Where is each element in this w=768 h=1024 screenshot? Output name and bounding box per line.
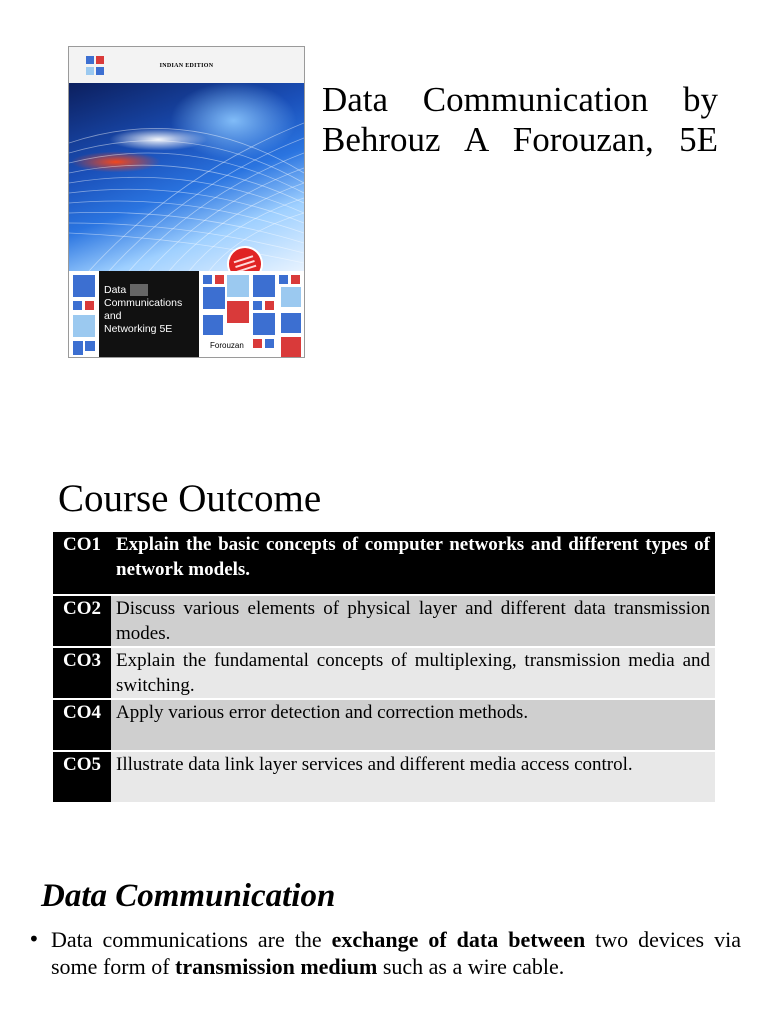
table-row xyxy=(53,751,715,802)
bold-text-run: transmission medium xyxy=(175,954,378,979)
bold-text-run: exchange of data between xyxy=(331,927,586,952)
text-run: Data communications are the xyxy=(51,927,332,952)
bullet-text xyxy=(51,926,741,980)
table-row xyxy=(53,699,715,751)
course-outcome-table xyxy=(53,532,715,802)
co-description: Illustrate data link layer services and different media access control. xyxy=(111,751,715,802)
cover-artwork xyxy=(69,83,304,271)
cover-title xyxy=(99,271,199,358)
data-communication-title: Data Communication xyxy=(41,878,336,914)
book-heading-line-1: Data Communication by xyxy=(322,80,718,119)
cover-tile-pattern xyxy=(69,271,304,358)
cover-title-line: Communications xyxy=(104,297,183,309)
co-description: Explain the fundamental concepts of multiplexing, transmission media and switching. xyxy=(111,647,715,699)
book-heading xyxy=(322,80,718,160)
course-outcome-title: Course Outcome xyxy=(58,477,322,520)
book-heading-line-2: Behrouz A Forouzan, 5E xyxy=(322,120,718,159)
table-row xyxy=(53,532,715,595)
table-row xyxy=(53,647,715,699)
co-code: CO2 xyxy=(53,595,111,647)
cover-title-line: Data xyxy=(104,284,127,296)
text-run: such as a wire cable. xyxy=(377,954,565,979)
co-code: CO3 xyxy=(53,647,111,699)
text-run: two devices via some form of xyxy=(51,927,741,979)
cover-title-line: Networking 5E xyxy=(104,323,173,335)
cover-title-chip xyxy=(130,284,148,296)
cover-author: Forouzan xyxy=(207,341,247,350)
co-description: Discuss various elements of physical layer and different data transmission modes. xyxy=(111,595,715,647)
co-description: Apply various error detection and correction methods. xyxy=(111,699,715,751)
co-code: CO4 xyxy=(53,699,111,751)
bullet-icon: • xyxy=(28,927,40,951)
co-code: CO1 xyxy=(53,532,111,595)
table-row xyxy=(53,595,715,647)
book-cover-image xyxy=(68,46,305,358)
cover-edition-label: INDIAN EDITION xyxy=(159,63,214,69)
cover-title-line: and xyxy=(104,310,122,322)
co-description: Explain the basic concepts of computer networks and different types of network models. xyxy=(111,532,715,595)
co-code: CO5 xyxy=(53,751,111,802)
